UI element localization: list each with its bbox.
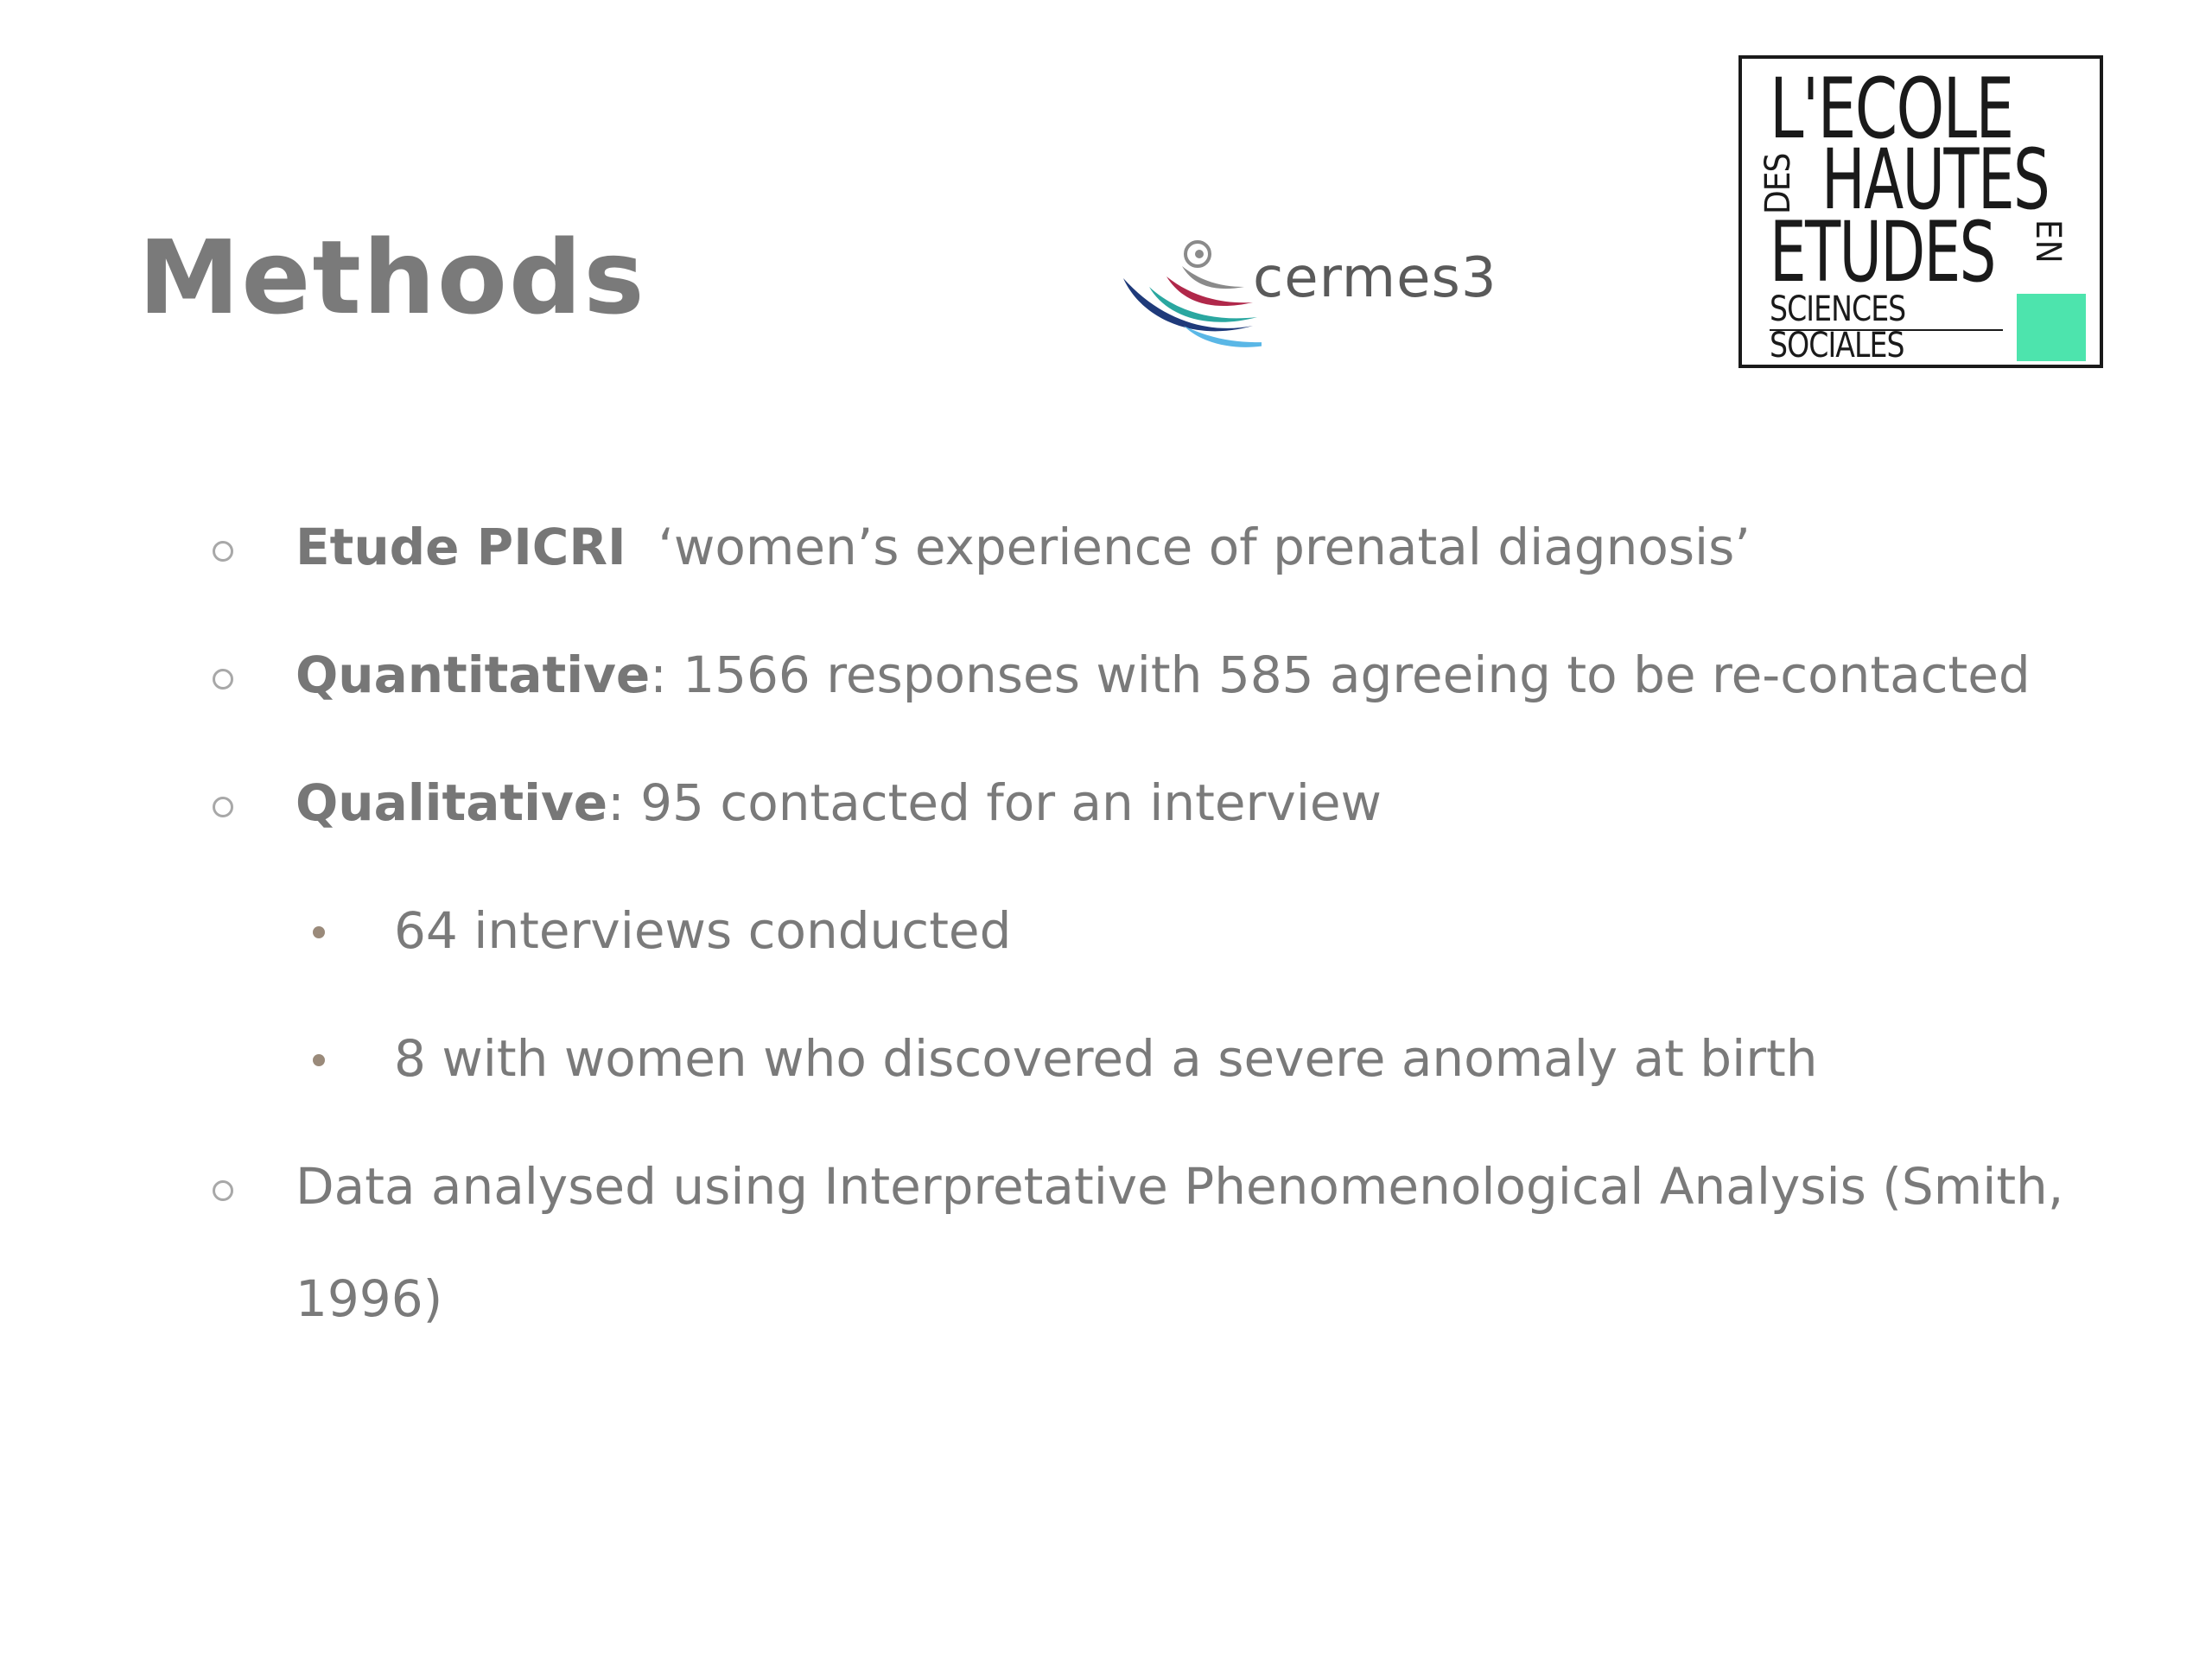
- ehess-logo-line1: L'ECOLE: [1770, 60, 2013, 157]
- slide-title: Methods: [138, 218, 646, 337]
- list-item: [296, 645, 2031, 704]
- ehess-logo-line5: SOCIALES: [1770, 326, 1904, 365]
- list-item-text: 1996): [296, 1269, 443, 1328]
- list-item: [296, 1157, 2064, 1216]
- cermes3-logo: [1115, 235, 1529, 365]
- open-circle-bullet-icon: [213, 541, 233, 562]
- sub-list-item: [394, 901, 1012, 960]
- ehess-logo-des: DES: [1758, 153, 1798, 214]
- sub-list-item: [394, 1029, 1818, 1088]
- open-circle-bullet-icon: [213, 669, 233, 690]
- ehess-logo-line3: ETUDES: [1770, 204, 1995, 301]
- list-item-bold: Quantitative: [296, 645, 651, 704]
- ehess-logo: [1738, 55, 2103, 368]
- list-item-text: Data analysed using Interpretative Phenomenological Analysis (Smith,: [296, 1157, 2064, 1216]
- cermes3-logo-text: cermes3: [1253, 246, 1497, 310]
- list-item-bold: Qualitative: [296, 773, 608, 832]
- list-item-text: 8 with women who discovered a severe anomaly at birth: [394, 1029, 1818, 1088]
- ehess-logo-accent-square: [2017, 294, 2086, 361]
- cermes3-swoosh-icon: [1115, 235, 1262, 365]
- open-circle-bullet-icon: [213, 797, 233, 817]
- dot-bullet-icon: [313, 926, 325, 938]
- list-item: [296, 518, 1751, 576]
- dot-bullet-icon: [313, 1054, 325, 1066]
- list-item-bold: Etude PICRI: [296, 518, 626, 576]
- list-item: [296, 773, 1382, 832]
- ehess-logo-en: EN: [2028, 219, 2068, 264]
- ehess-logo-line4: SCIENCES: [1770, 289, 1906, 329]
- list-item-text: : 95 contacted for an interview: [607, 773, 1382, 832]
- list-item-text: ‘women’s experience of prenatal diagnosis’: [626, 518, 1751, 576]
- list-item-text: : 1566 responses with 585 agreeing to be re-contacted: [650, 645, 2031, 704]
- list-item-continuation: [296, 1269, 443, 1328]
- open-circle-bullet-icon: [213, 1180, 233, 1201]
- list-item-text: 64 interviews conducted: [394, 901, 1012, 960]
- ehess-logo-line2: HAUTES: [1821, 131, 2050, 228]
